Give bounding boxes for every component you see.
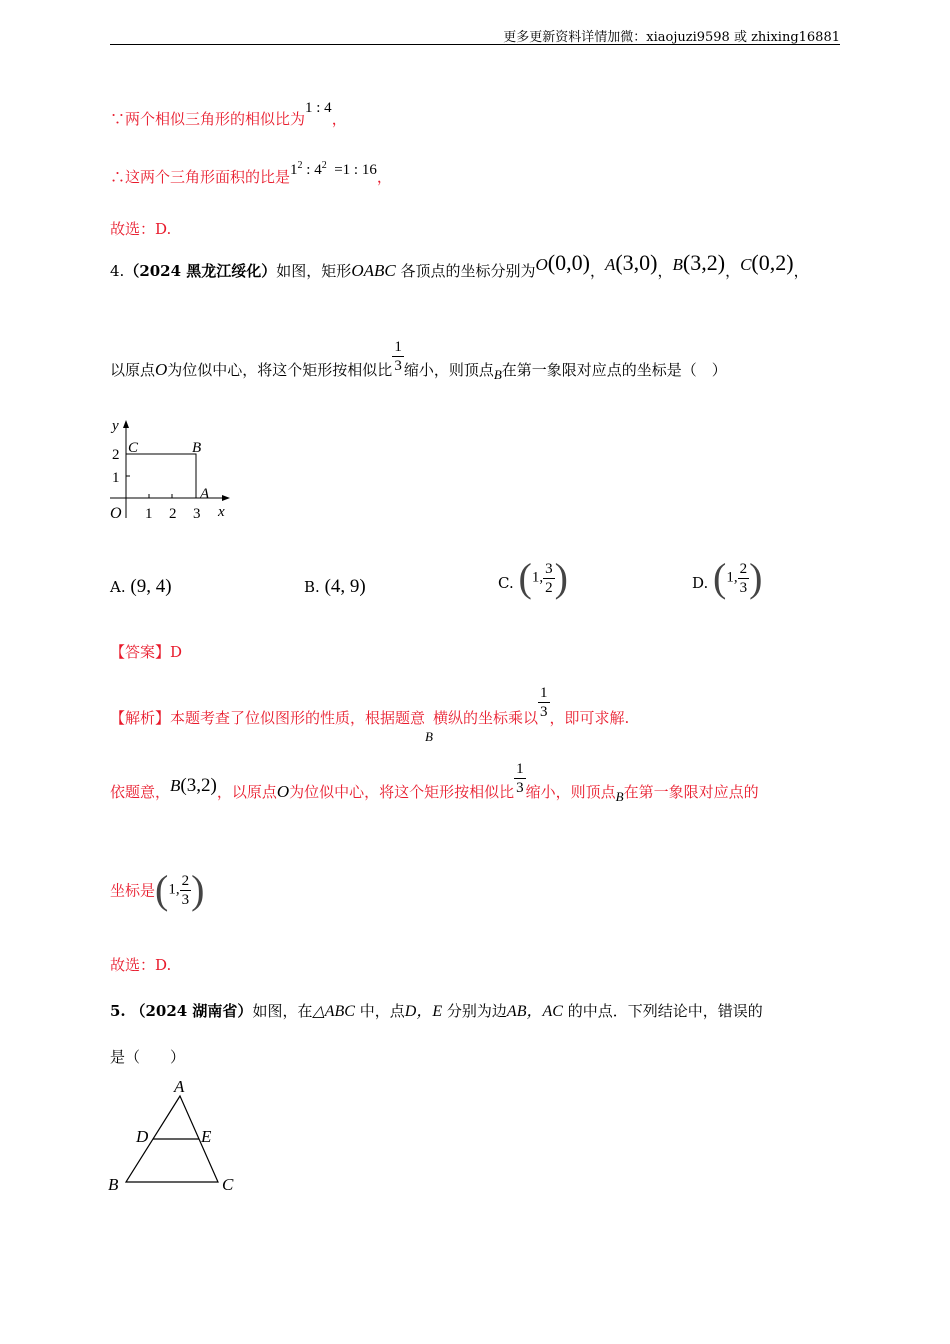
prev-line-1	[110, 100, 347, 129]
coord-A: (3,0)	[615, 250, 658, 275]
label-A: A	[174, 1077, 185, 1096]
base-1: 1	[290, 162, 298, 178]
q5-text: 中，点	[359, 1002, 405, 1020]
label-y: y	[112, 418, 119, 434]
sep: ，	[657, 262, 673, 280]
q4-text: 各顶点的坐标分别为	[400, 262, 536, 280]
frac-den: 3	[540, 704, 548, 720]
label-E: E	[201, 1127, 212, 1146]
frac-num: 1	[394, 339, 402, 355]
solution-B2: B	[615, 788, 624, 804]
sep: ，	[793, 262, 809, 280]
triangle-ABC: △ABC	[312, 1003, 355, 1020]
label-O: O	[110, 505, 122, 522]
tick-label-y2: 2	[112, 447, 120, 463]
option-C-label: C.	[498, 574, 514, 592]
solution-first: 1,	[168, 881, 180, 898]
solution-text: 坐标是	[110, 881, 156, 900]
analysis-text: 横纵的坐标乘以	[432, 708, 538, 727]
origin-O: O	[155, 359, 168, 379]
q4-text: 在第一象限对应点的坐标是（ ）	[501, 360, 727, 379]
q4-text: 如图，矩形	[276, 262, 352, 280]
prev-line-2: ∴这两个三角形面积的比是$1^2$ : $4^2 =1$ : 16，	[110, 160, 392, 186]
frac-den: 3	[394, 358, 402, 374]
label-C: C	[128, 440, 139, 456]
page-header: 更多更新资料详情加微：xiaojuzi9598 或 zhixing16881	[503, 30, 840, 45]
point-B: B	[672, 255, 683, 274]
option-D-first: 1,	[726, 569, 738, 586]
solution-text: 为位似中心，将这个矩形按相似比	[289, 782, 515, 801]
frac-num: 3	[545, 560, 553, 577]
point-A: A	[604, 255, 616, 274]
point-O: O	[535, 255, 548, 274]
ratio-result: =1 : 16	[334, 162, 377, 178]
solution-result-fraction	[180, 872, 192, 909]
q4-stem-line-2	[110, 338, 727, 382]
coord-C: (0,2)	[751, 250, 794, 275]
solution-text: 依题意，	[110, 782, 171, 801]
q4-text: 缩小，则顶点	[403, 360, 494, 379]
paren-right: )	[191, 867, 205, 912]
paren-left: (	[713, 555, 727, 600]
vertex-B: B	[493, 366, 502, 382]
paren-right: )	[749, 555, 763, 600]
q5-source: （2024 湖南省）	[130, 1002, 253, 1020]
option-C-first: 1,	[531, 569, 544, 586]
label-D: D	[136, 1127, 149, 1146]
analysis-fraction	[538, 684, 550, 721]
paren-right: )	[554, 555, 568, 600]
y-arrow	[123, 420, 129, 428]
option-B-label: B.	[304, 578, 320, 596]
analysis-B: B	[425, 728, 433, 744]
option-D[interactable]	[692, 556, 762, 600]
q4-source: （2024 黑龙江绥化）	[124, 262, 277, 280]
q4-text: 以原点	[110, 360, 156, 379]
label-B: B	[192, 440, 202, 456]
option-B[interactable]	[304, 576, 366, 598]
q4-figure	[104, 410, 244, 525]
tick-label-x3: 3	[193, 506, 201, 522]
frac-num: 2	[181, 872, 190, 889]
frac-den: 3	[181, 891, 190, 908]
solution-text: ，以原点	[216, 782, 277, 801]
option-C-fraction	[543, 560, 555, 597]
ratio-fraction	[392, 338, 404, 375]
frac-den: 2	[545, 579, 553, 596]
option-D-label: D.	[692, 574, 709, 592]
q4-choose: 故选：D.	[110, 956, 172, 974]
solution-text: 缩小，则顶点	[525, 782, 616, 801]
sep: ，	[725, 262, 741, 280]
q4-answer: 【答案】D	[110, 643, 183, 661]
exp-1: 2	[297, 160, 303, 171]
prev-line-1-text: ∵两个相似三角形的相似比为	[110, 110, 306, 128]
label-x: x	[218, 504, 225, 520]
prev-choose: 故选：D.	[110, 220, 172, 238]
header-divider	[110, 44, 840, 45]
prev-line-2-text: ∴这两个三角形面积的比是	[110, 168, 291, 186]
frac-num: 2	[739, 560, 748, 577]
paren-left: (	[518, 555, 532, 600]
rect-name: OABC	[351, 261, 396, 280]
solution-text: 在第一象限对应点的	[623, 782, 759, 801]
q4-analysis	[110, 684, 630, 744]
q5-text: 如图，在	[252, 1002, 313, 1020]
x-arrow	[222, 495, 230, 501]
solution-B: B	[170, 775, 181, 795]
exp-2: 2	[321, 160, 327, 171]
q5-figure	[104, 1074, 244, 1198]
option-B-value: (4, 9)	[324, 576, 366, 597]
q5-text: 的中点．下列结论中，错误的	[567, 1002, 763, 1020]
option-A-label: A.	[110, 578, 126, 596]
points-DE: D，E	[404, 1003, 443, 1020]
label-A: A	[200, 486, 210, 502]
frac-den: 3	[739, 579, 748, 596]
label-B: B	[108, 1175, 119, 1194]
sep: ，	[589, 262, 605, 280]
frac-num: 1	[516, 761, 524, 777]
tick-label-y1: 1	[112, 470, 120, 486]
q5-number: 5.	[110, 1002, 126, 1020]
analysis-text: 本题考查了位似图形的性质，根据题意	[170, 708, 426, 727]
ratio-1-4: 1 : 4	[305, 100, 332, 116]
point-C: C	[740, 255, 752, 274]
frac-den: 3	[516, 780, 524, 796]
option-C[interactable]	[498, 556, 568, 600]
solution-O: O	[276, 781, 290, 801]
comma: ，	[376, 168, 392, 186]
q5-stem-line-1	[110, 998, 763, 1021]
option-A[interactable]	[110, 576, 172, 598]
sides-AB-AC: AB，AC	[506, 1003, 563, 1020]
label-C: C	[222, 1175, 234, 1194]
comma: ，	[331, 110, 347, 128]
solution-coord: (3,2)	[180, 774, 217, 796]
option-A-value: (9, 4)	[130, 576, 172, 597]
analysis-tag: 【解析】	[110, 708, 171, 727]
q4-stem-line-1	[110, 250, 809, 282]
q5-text: 分别为边	[446, 1002, 507, 1020]
q4-number: 4.	[110, 262, 125, 280]
q4-solution-line-1	[110, 760, 759, 804]
base-4: 4	[314, 162, 322, 178]
paren-left: (	[155, 867, 169, 912]
q4-text: 为位似中心，将这个矩形按相似比	[167, 360, 393, 379]
q4-solution-line-2	[110, 868, 204, 912]
q5-stem-line-2: 是（ ）	[110, 1048, 186, 1066]
tick-label-x1: 1	[145, 506, 153, 522]
option-D-fraction	[738, 560, 750, 597]
coord-O: (0,0)	[547, 250, 590, 275]
solution-fraction	[514, 760, 526, 797]
rectangle-OABC	[126, 454, 196, 498]
tick-label-x2: 2	[169, 506, 177, 522]
analysis-text: ，即可求解.	[549, 708, 630, 727]
frac-num: 1	[540, 685, 548, 701]
coord-B: (3,2)	[682, 250, 726, 275]
